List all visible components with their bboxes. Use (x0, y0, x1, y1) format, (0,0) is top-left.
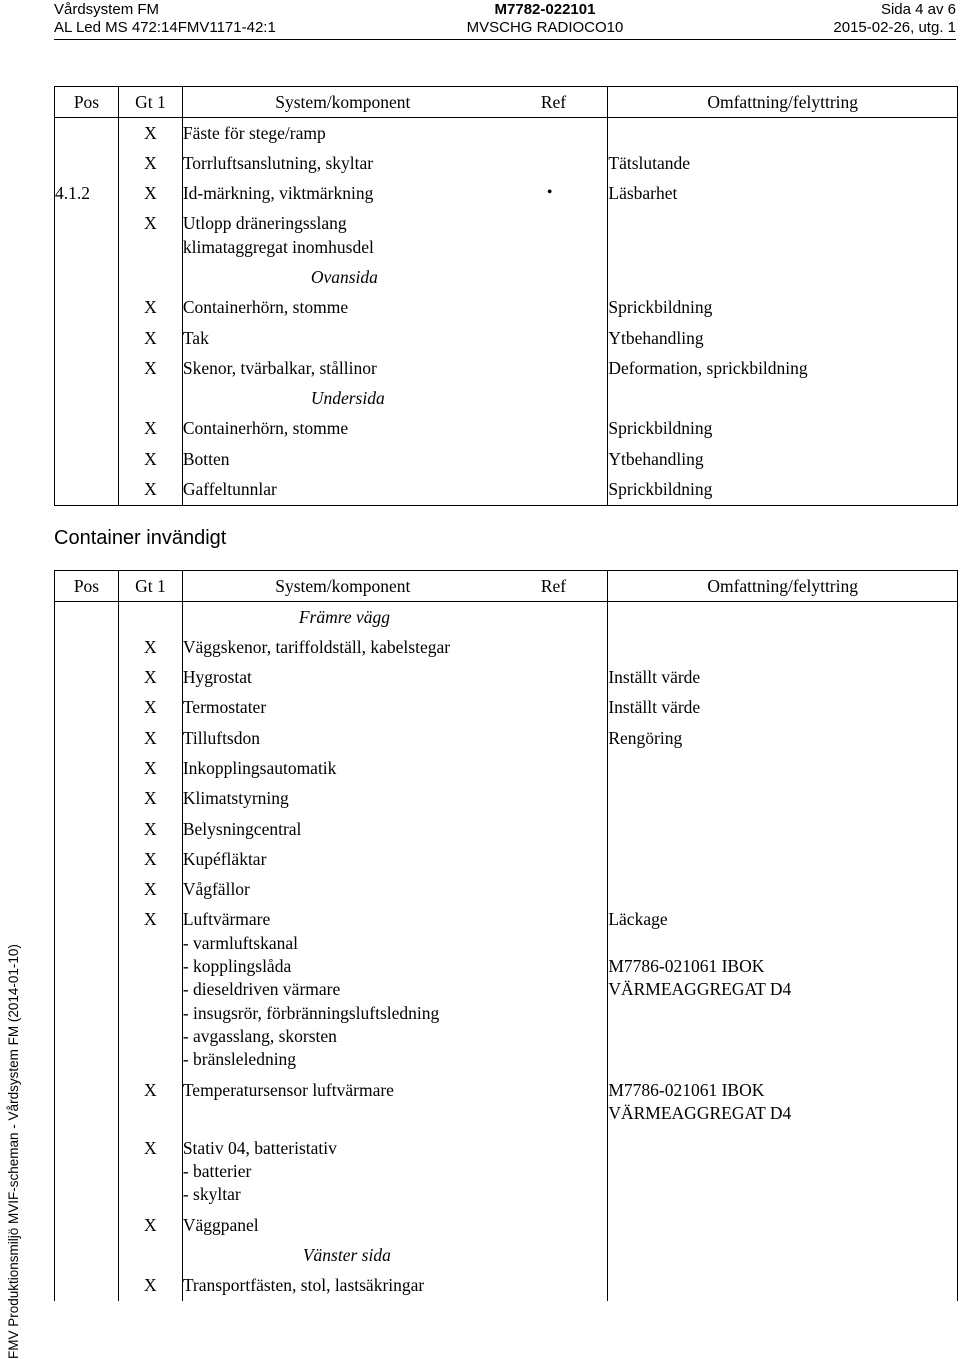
inspection-table-exterior (54, 86, 958, 506)
subheading-row (55, 1240, 958, 1270)
cell-omfattning: Sprickbildning (608, 414, 958, 444)
cell-gt: X (118, 293, 182, 323)
table-row (55, 905, 958, 1075)
column-header-omfattning: Omfattning/felyttring (608, 571, 958, 602)
cell-omfattning (608, 784, 958, 814)
cell-system-line: - dieseldriven värmare (182, 979, 341, 1000)
cell-gt: X (118, 753, 182, 783)
cell-pos (55, 875, 119, 905)
column-header-omfattning: Omfattning/felyttring (608, 87, 958, 118)
cell-omfattning (608, 905, 958, 1075)
table-row (55, 293, 958, 323)
cell-pos (55, 905, 119, 1075)
cell-omfattning (608, 814, 958, 844)
cell-omfattning (608, 1075, 958, 1133)
cell-omfattning: Inställt värde (608, 663, 958, 693)
cell-pos (55, 632, 119, 662)
cell-gt: X (118, 1271, 182, 1301)
table-row (55, 1271, 958, 1301)
cell-pos (55, 844, 119, 874)
table-row (55, 632, 958, 662)
cell-omfattning: Rengöring (608, 723, 958, 753)
cell-omfattning (608, 262, 958, 292)
cell-system: Transportfästen, stol, lastsäkringar (182, 1271, 608, 1301)
cell-system: Klimatstyrning (182, 784, 608, 814)
table-row (55, 844, 958, 874)
table-row (55, 179, 958, 209)
cell-system: Containerhörn, stomme (182, 414, 608, 444)
cell-system-line: - bränsleledning (182, 1049, 297, 1070)
sidebar-footer-text: FMV Produktionsmiljö MVIF-scheman - Vårdsystem FM (2014-01-10) (6, 944, 21, 1359)
cell-gt: X (118, 1210, 182, 1240)
cell-omfattning (608, 632, 958, 662)
cell-system (182, 1133, 608, 1210)
cell-system: Väggskenor, tariffoldställ, kabelstegar (182, 632, 608, 662)
cell-system: Fäste för stege/ramp (182, 118, 608, 149)
cell-gt: X (118, 1133, 182, 1210)
cell-omfattning (608, 209, 958, 263)
subheading-framre-vagg: Främre vägg (182, 602, 608, 633)
cell-system: Containerhörn, stomme (182, 293, 608, 323)
cell-system: Belysningcentral (182, 814, 608, 844)
cell-pos: 4.1.2 (55, 179, 119, 209)
cell-omfattning (608, 1240, 958, 1270)
table-row (55, 753, 958, 783)
table-row (55, 693, 958, 723)
header-equipment-code: MVSCHG RADIOCO10 (466, 19, 624, 36)
cell-pos (55, 663, 119, 693)
cell-pos (55, 784, 119, 814)
subheading-vanster-sida: Vänster sida (182, 1240, 608, 1270)
cell-gt (118, 262, 182, 292)
cell-system-line: - insugsrör, förbränningsluftsledning (182, 1002, 440, 1023)
column-header-pos: Pos (55, 87, 119, 118)
cell-omfattning (608, 384, 958, 414)
cell-pos (55, 1075, 119, 1133)
cell-omfattning: Läsbarhet (608, 179, 958, 209)
cell-pos (55, 1133, 119, 1210)
table-row (55, 784, 958, 814)
cell-system: Skenor, tvärbalkar, stållinor (182, 353, 608, 383)
cell-gt: X (118, 148, 182, 178)
table-row (55, 475, 958, 506)
cell-gt: X (118, 663, 182, 693)
cell-system-line: Luftvärmare (182, 909, 271, 930)
cell-system-line: Stativ 04, batteristativ (182, 1137, 337, 1158)
cell-system: Tak (182, 323, 608, 353)
cell-pos (55, 262, 119, 292)
cell-gt: X (118, 323, 182, 353)
cell-omfattning (608, 602, 958, 633)
cell-system-line: - varmluftskanal (182, 932, 298, 953)
table-row (55, 723, 958, 753)
subheading-row (55, 384, 958, 414)
cell-system: Hygrostat (182, 663, 608, 693)
cell-omfattning (608, 1210, 958, 1240)
cell-omfattning-line (608, 932, 957, 955)
cell-system-line: - batterier (182, 1160, 252, 1181)
cell-system-line: - skyltar (182, 1184, 241, 1205)
cell-gt (118, 602, 182, 633)
cell-gt (118, 1240, 182, 1270)
cell-gt: X (118, 118, 182, 149)
subheading-undersida: Undersida (182, 384, 608, 414)
cell-gt: X (118, 632, 182, 662)
table-row (55, 353, 958, 383)
table-row (55, 814, 958, 844)
table-row (55, 323, 958, 353)
header-system-name: Vårdsystem FM (54, 1, 160, 18)
inspection-table-interior (54, 570, 958, 1301)
cell-omfattning-line: VÄRMEAGGREGAT D4 (608, 1102, 792, 1123)
cell-gt: X (118, 475, 182, 506)
ref-bullet: • (546, 183, 553, 201)
table-row (55, 1075, 958, 1133)
cell-system (182, 179, 608, 209)
cell-gt: X (118, 844, 182, 874)
cell-gt: X (118, 353, 182, 383)
cell-pos (55, 209, 119, 263)
cell-gt: X (118, 693, 182, 723)
cell-pos (55, 148, 119, 178)
column-header-gt: Gt 1 (118, 571, 182, 602)
cell-omfattning: Tätslutande (608, 148, 958, 178)
cell-system-line: - avgasslang, skorsten (182, 1025, 337, 1046)
cell-system (182, 905, 608, 1075)
cell-gt: X (118, 414, 182, 444)
cell-system-line: Utlopp dräneringsslang (182, 213, 347, 234)
subheading-ovansida: Ovansida (182, 262, 608, 292)
cell-omfattning-line: VÄRMEAGGREGAT D4 (608, 979, 792, 1000)
cell-gt: X (118, 444, 182, 474)
cell-gt: X (118, 1075, 182, 1133)
cell-system: Termostater (182, 693, 608, 723)
column-header-ref: Ref (540, 576, 567, 596)
cell-system: Tilluftsdon (182, 723, 608, 753)
cell-pos (55, 293, 119, 323)
subheading-row (55, 262, 958, 292)
table-row (55, 1133, 958, 1210)
cell-gt: X (118, 875, 182, 905)
cell-omfattning-line: Läckage (608, 909, 668, 930)
header-date-edition: 2015-02-26, utg. 1 (833, 19, 956, 36)
cell-pos (55, 414, 119, 444)
cell-omfattning (608, 875, 958, 905)
cell-system-line: - kopplingslåda (182, 956, 292, 977)
cell-omfattning: Ytbehandling (608, 323, 958, 353)
cell-system: Temperatursensor luftvärmare (182, 1075, 608, 1133)
cell-gt: X (118, 179, 182, 209)
cell-system: Botten (182, 444, 608, 474)
cell-pos (55, 475, 119, 506)
cell-pos (55, 1210, 119, 1240)
cell-omfattning-line: M7786-021061 IBOK (608, 1079, 765, 1100)
cell-system (182, 209, 608, 263)
cell-pos (55, 602, 119, 633)
cell-pos (55, 814, 119, 844)
cell-gt (118, 384, 182, 414)
cell-gt: X (118, 814, 182, 844)
cell-pos (55, 444, 119, 474)
cell-omfattning: Deformation, sprickbildning (608, 353, 958, 383)
cell-pos (55, 753, 119, 783)
table-row (55, 663, 958, 693)
header-page-number: Sida 4 av 6 (880, 1, 956, 18)
cell-system: Gaffeltunnlar (182, 475, 608, 506)
cell-pos (55, 723, 119, 753)
cell-system-line: klimataggregat inomhusdel (182, 236, 374, 257)
cell-pos (55, 323, 119, 353)
cell-pos (55, 1271, 119, 1301)
cell-pos (55, 1240, 119, 1270)
column-header-ref: Ref (540, 92, 567, 112)
cell-omfattning: Inställt värde (608, 693, 958, 723)
subheading-row (55, 602, 958, 633)
cell-system: Vågfällor (182, 875, 608, 905)
cell-omfattning (608, 118, 958, 149)
table-row (55, 875, 958, 905)
cell-pos (55, 353, 119, 383)
cell-system: Torrluftsanslutning, skyltar (182, 148, 608, 178)
column-header-system-label: System/komponent (275, 92, 411, 112)
cell-omfattning: Sprickbildning (608, 293, 958, 323)
cell-system: Kupéfläktar (182, 844, 608, 874)
cell-pos (55, 693, 119, 723)
column-header-system (182, 571, 608, 602)
cell-gt: X (118, 784, 182, 814)
cell-omfattning (608, 844, 958, 874)
cell-omfattning: Ytbehandling (608, 444, 958, 474)
cell-system-text: Id-märkning, viktmärkning (182, 183, 374, 204)
column-header-system (182, 87, 608, 118)
cell-gt: X (118, 905, 182, 1075)
cell-system: Väggpanel (182, 1210, 608, 1240)
table-row (55, 1210, 958, 1240)
table-header-row (55, 87, 958, 118)
cell-pos (55, 118, 119, 149)
header-reference: AL Led MS 472:14FMV1171-42:1 (54, 19, 276, 36)
cell-system: Inkopplingsautomatik (182, 753, 608, 783)
cell-omfattning-line: M7786-021061 IBOK (608, 956, 765, 977)
page-header (54, 0, 956, 40)
cell-omfattning (608, 1271, 958, 1301)
cell-pos (55, 384, 119, 414)
header-document-number: M7782-022101 (494, 1, 596, 18)
cell-omfattning (608, 753, 958, 783)
cell-gt: X (118, 723, 182, 753)
column-header-pos: Pos (55, 571, 119, 602)
cell-omfattning: Sprickbildning (608, 475, 958, 506)
table-header-row (55, 571, 958, 602)
table-row (55, 209, 958, 263)
cell-gt: X (118, 209, 182, 263)
column-header-gt: Gt 1 (118, 87, 182, 118)
table-row (55, 444, 958, 474)
column-header-system-label: System/komponent (275, 576, 411, 596)
table-row (55, 148, 958, 178)
table-row (55, 414, 958, 444)
section-title: Container invändigt (54, 527, 227, 549)
table-row (55, 118, 958, 149)
cell-omfattning (608, 1133, 958, 1210)
